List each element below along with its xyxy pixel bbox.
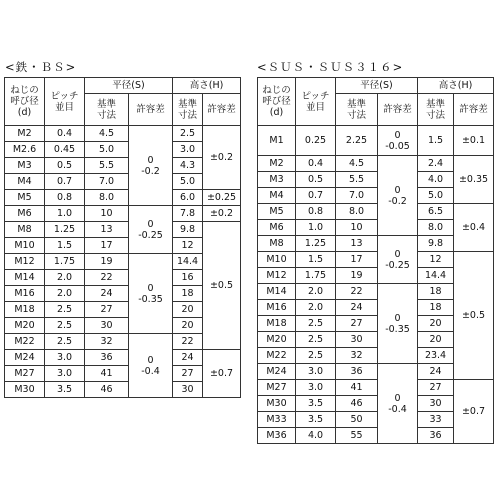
- cell-pitch: 1.0: [45, 206, 85, 222]
- cell-size: M2.6: [5, 142, 45, 158]
- cell-height: 30: [418, 396, 454, 412]
- cell-height: 18: [173, 286, 203, 302]
- right-spec-table: [257, 77, 494, 444]
- header-flat-tol: 許容差: [129, 94, 173, 126]
- cell-height-tol: ±0.5: [203, 222, 241, 350]
- cell-height: 22: [173, 334, 203, 350]
- cell-flat: 8.0: [336, 204, 378, 220]
- header-height-tol: 許容差: [454, 94, 494, 126]
- cell-flat: 27: [85, 302, 129, 318]
- cell-size: M16: [5, 286, 45, 302]
- cell-height: 30: [173, 382, 203, 398]
- cell-pitch: 0.45: [45, 142, 85, 158]
- header-size: ねじの 呼び径 (d): [258, 78, 296, 126]
- cell-height: 7.8: [173, 206, 203, 222]
- cell-height: 16: [173, 270, 203, 286]
- cell-size: M4: [5, 174, 45, 190]
- cell-pitch: 2.0: [296, 284, 336, 300]
- cell-height-tol: ±0.1: [454, 126, 494, 156]
- cell-pitch: 1.75: [45, 254, 85, 270]
- cell-size: M3: [258, 172, 296, 188]
- cell-flat: 41: [336, 380, 378, 396]
- cell-height: 24: [418, 364, 454, 380]
- cell-height-tol: ±0.35: [454, 156, 494, 204]
- cell-size: M30: [5, 382, 45, 398]
- cell-pitch: 2.0: [296, 300, 336, 316]
- cell-size: M3: [5, 158, 45, 174]
- cell-flat: 8.0: [85, 190, 129, 206]
- cell-height: 36: [418, 428, 454, 444]
- cell-size: M18: [5, 302, 45, 318]
- cell-flat: 19: [85, 254, 129, 270]
- cell-size: M20: [5, 318, 45, 334]
- cell-size: M1: [258, 126, 296, 156]
- cell-size: M10: [5, 238, 45, 254]
- cell-flat-tol: 0 -0.25: [378, 236, 418, 284]
- cell-pitch: 3.0: [45, 366, 85, 382]
- cell-size: M14: [5, 270, 45, 286]
- cell-height: 5.0: [418, 188, 454, 204]
- cell-pitch: 0.7: [296, 188, 336, 204]
- cell-pitch: 3.0: [45, 350, 85, 366]
- cell-pitch: 0.25: [296, 126, 336, 156]
- cell-height: 6.0: [173, 190, 203, 206]
- header-height-tol: 許容差: [203, 94, 241, 126]
- cell-size: M20: [258, 332, 296, 348]
- left-spec-table: [4, 77, 241, 398]
- cell-flat: 4.5: [336, 156, 378, 172]
- header-flat: 平径(S): [336, 78, 418, 94]
- header-height-basic: 基準 寸法: [173, 94, 203, 126]
- cell-size: M16: [258, 300, 296, 316]
- cell-height: 20: [418, 316, 454, 332]
- cell-pitch: 3.5: [45, 382, 85, 398]
- cell-flat: 41: [85, 366, 129, 382]
- cell-height: 18: [418, 284, 454, 300]
- cell-size: M24: [5, 350, 45, 366]
- cell-pitch: 0.5: [45, 158, 85, 174]
- cell-size: M33: [258, 412, 296, 428]
- cell-height: 8.0: [418, 220, 454, 236]
- cell-flat: 22: [85, 270, 129, 286]
- cell-size: M22: [5, 334, 45, 350]
- cell-flat: 10: [336, 220, 378, 236]
- cell-flat-tol: 0 -0.35: [378, 284, 418, 364]
- cell-size: M6: [5, 206, 45, 222]
- cell-height-tol: ±0.7: [454, 380, 494, 444]
- cell-height: 4.3: [173, 158, 203, 174]
- cell-height: 12: [418, 252, 454, 268]
- cell-height: 4.0: [418, 172, 454, 188]
- cell-pitch: 0.7: [45, 174, 85, 190]
- cell-size: M6: [258, 220, 296, 236]
- cell-flat: 30: [85, 318, 129, 334]
- cell-size: M2: [258, 156, 296, 172]
- left-table-title: <鉄・ＢＳ>: [5, 60, 77, 74]
- cell-height: 27: [173, 366, 203, 382]
- cell-pitch: 3.5: [296, 396, 336, 412]
- cell-size: M12: [258, 268, 296, 284]
- cell-size: M12: [5, 254, 45, 270]
- cell-height: 6.5: [418, 204, 454, 220]
- cell-pitch: 2.5: [45, 334, 85, 350]
- cell-size: M10: [258, 252, 296, 268]
- cell-flat: 46: [336, 396, 378, 412]
- cell-flat: 17: [336, 252, 378, 268]
- cell-pitch: 2.5: [296, 332, 336, 348]
- cell-pitch: 2.5: [45, 302, 85, 318]
- cell-pitch: 0.8: [296, 204, 336, 220]
- cell-flat-tol: 0 -0.2: [129, 126, 173, 206]
- cell-size: M36: [258, 428, 296, 444]
- cell-height: 3.0: [173, 142, 203, 158]
- cell-flat: 5.0: [85, 142, 129, 158]
- cell-size: M27: [5, 366, 45, 382]
- cell-height: 2.5: [173, 126, 203, 142]
- cell-flat: 36: [85, 350, 129, 366]
- cell-flat: 55: [336, 428, 378, 444]
- cell-size: M27: [258, 380, 296, 396]
- cell-pitch: 2.5: [45, 318, 85, 334]
- cell-height: 33: [418, 412, 454, 428]
- cell-size: M5: [258, 204, 296, 220]
- cell-flat: 46: [85, 382, 129, 398]
- cell-pitch: 1.5: [296, 252, 336, 268]
- cell-height-tol: ±0.7: [203, 350, 241, 398]
- cell-pitch: 3.0: [296, 380, 336, 396]
- cell-size: M2: [5, 126, 45, 142]
- cell-pitch: 1.25: [296, 236, 336, 252]
- cell-pitch: 1.5: [45, 238, 85, 254]
- cell-height: 2.4: [418, 156, 454, 172]
- cell-height: 14.4: [418, 268, 454, 284]
- cell-pitch: 4.0: [296, 428, 336, 444]
- cell-height: 20: [418, 332, 454, 348]
- cell-height: 12: [173, 238, 203, 254]
- header-height-basic: 基準 寸法: [418, 94, 454, 126]
- header-size: ねじの 呼び径 (d): [5, 78, 45, 126]
- cell-flat: 32: [336, 348, 378, 364]
- cell-flat: 5.5: [85, 158, 129, 174]
- cell-flat-tol: 0 -0.25: [129, 206, 173, 254]
- cell-pitch: 0.8: [45, 190, 85, 206]
- header-flat-basic: 基準 寸法: [85, 94, 129, 126]
- cell-size: M24: [258, 364, 296, 380]
- cell-height-tol: ±0.5: [454, 252, 494, 380]
- cell-flat: 22: [336, 284, 378, 300]
- cell-height: 20: [173, 302, 203, 318]
- cell-flat: 4.5: [85, 126, 129, 142]
- cell-pitch: 2.0: [45, 286, 85, 302]
- cell-size: M4: [258, 188, 296, 204]
- cell-height: 14.4: [173, 254, 203, 270]
- cell-pitch: 1.0: [296, 220, 336, 236]
- cell-flat: 7.0: [85, 174, 129, 190]
- cell-flat: 32: [85, 334, 129, 350]
- cell-size: M14: [258, 284, 296, 300]
- cell-pitch: 3.5: [296, 412, 336, 428]
- cell-height-tol: ±0.2: [203, 206, 241, 222]
- cell-height-tol: ±0.4: [454, 204, 494, 252]
- header-flat: 平径(S): [85, 78, 173, 94]
- header-height: 高さ(H): [418, 78, 494, 94]
- cell-height-tol: ±0.25: [203, 190, 241, 206]
- cell-height: 23.4: [418, 348, 454, 364]
- cell-height: 20: [173, 318, 203, 334]
- cell-height: 27: [418, 380, 454, 396]
- cell-pitch: 0.5: [296, 172, 336, 188]
- cell-flat-tol: 0 -0.35: [129, 254, 173, 334]
- cell-flat: 2.25: [336, 126, 378, 156]
- cell-height: 9.8: [173, 222, 203, 238]
- cell-size: M5: [5, 190, 45, 206]
- cell-pitch: 2.0: [45, 270, 85, 286]
- cell-flat: 13: [85, 222, 129, 238]
- cell-height: 5.0: [173, 174, 203, 190]
- cell-pitch: 2.5: [296, 348, 336, 364]
- cell-height: 24: [173, 350, 203, 366]
- cell-height-tol: ±0.2: [203, 126, 241, 190]
- cell-pitch: 0.4: [45, 126, 85, 142]
- cell-pitch: 3.0: [296, 364, 336, 380]
- cell-flat: 36: [336, 364, 378, 380]
- cell-flat: 17: [85, 238, 129, 254]
- cell-flat-tol: 0 -0.05: [378, 126, 418, 156]
- cell-flat-tol: 0 -0.2: [378, 156, 418, 236]
- cell-pitch: 1.75: [296, 268, 336, 284]
- cell-flat-tol: 0 -0.4: [129, 334, 173, 398]
- cell-flat: 19: [336, 268, 378, 284]
- cell-flat: 27: [336, 316, 378, 332]
- header-pitch: ピッチ 並目: [296, 78, 336, 126]
- cell-pitch: 2.5: [296, 316, 336, 332]
- cell-flat-tol: 0 -0.4: [378, 364, 418, 444]
- cell-flat: 7.0: [336, 188, 378, 204]
- cell-size: M8: [5, 222, 45, 238]
- cell-size: M30: [258, 396, 296, 412]
- cell-size: M18: [258, 316, 296, 332]
- cell-flat: 24: [85, 286, 129, 302]
- cell-flat: 13: [336, 236, 378, 252]
- cell-height: 1.5: [418, 126, 454, 156]
- cell-flat: 24: [336, 300, 378, 316]
- cell-pitch: 0.4: [296, 156, 336, 172]
- cell-size: M22: [258, 348, 296, 364]
- cell-flat: 50: [336, 412, 378, 428]
- header-flat-basic: 基準 寸法: [336, 94, 378, 126]
- cell-height: 18: [418, 300, 454, 316]
- header-flat-tol: 許容差: [378, 94, 418, 126]
- right-table-title: <ＳＵＳ・ＳＵＳ３１６>: [257, 60, 404, 74]
- cell-height: 9.8: [418, 236, 454, 252]
- cell-flat: 5.5: [336, 172, 378, 188]
- header-height: 高さ(H): [173, 78, 241, 94]
- cell-flat: 10: [85, 206, 129, 222]
- cell-size: M8: [258, 236, 296, 252]
- header-pitch: ピッチ 並目: [45, 78, 85, 126]
- cell-flat: 30: [336, 332, 378, 348]
- cell-pitch: 1.25: [45, 222, 85, 238]
